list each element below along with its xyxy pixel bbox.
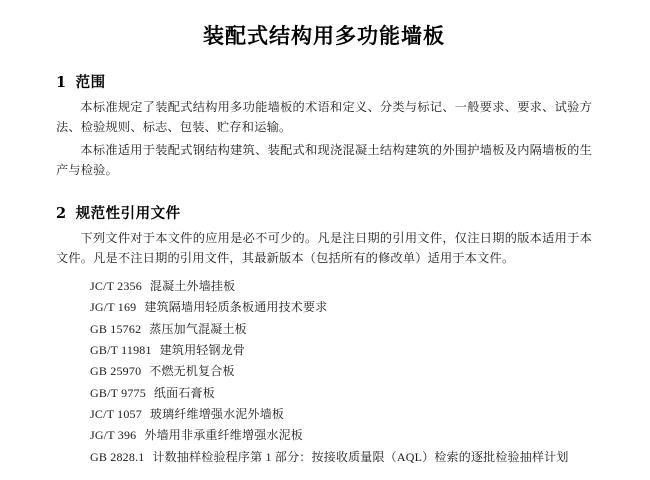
reference-name: 外墙用非承重纤维增强水泥板 [144, 428, 303, 443]
list-item [90, 319, 592, 340]
list-item [90, 297, 592, 318]
reference-name: 建筑隔墙用轻质条板通用技术要求 [144, 300, 328, 315]
list-item [90, 447, 592, 468]
paragraph-scope-2: 本标准适用于装配式钢结构建筑、装配式和现浇混凝土结构建筑的外围护墙板及内隔墙板的生产与检验。 [56, 142, 592, 177]
reference-code: GB 15762 [90, 321, 142, 336]
section-title: 范围 [75, 74, 106, 92]
reference-name: 玻璃纤维增强水泥外墙板 [149, 407, 285, 422]
section-heading-scope [56, 71, 592, 92]
list-item [90, 276, 592, 297]
reference-name: 建筑用轻钢龙骨 [159, 342, 246, 357]
list-item [90, 340, 592, 361]
reference-name: 纸面石膏板 [153, 385, 215, 400]
document-page [0, 22, 650, 480]
reference-name: 不燃无机复合板 [149, 364, 235, 379]
reference-name: 蒸压加气混凝土板 [149, 321, 247, 336]
reference-code: JC/T 2356 [90, 278, 142, 293]
reference-name: 混凝土外墙挂板 [149, 278, 236, 293]
reference-code: GB 2828.1 [90, 449, 145, 464]
section-heading-normative-references [56, 202, 592, 223]
section-number: 2 [56, 205, 67, 223]
section-number: 1 [56, 74, 67, 92]
list-item [90, 404, 592, 425]
reference-code: GB/T 9775 [90, 385, 146, 400]
reference-code: GB 25970 [90, 364, 142, 379]
reference-code: JG/T 396 [90, 428, 137, 443]
reference-list [56, 276, 592, 468]
reference-code: JG/T 169 [90, 300, 137, 315]
reference-name: 计数抽样检验程序第 1 部分：按接收质量限（AQL）检索的逐批检验抽样计划 [152, 449, 569, 464]
list-item [90, 383, 592, 404]
reference-code: JC/T 1057 [90, 407, 142, 422]
page-title: 装配式结构用多功能墙板 [203, 23, 445, 48]
paragraph-references-intro: 下列文件对于本文件的应用是必不可少的。凡是注日期的引用文件，仅注日期的版本适用于本文件。凡是不注日期的引用文件，其最新版本（包括所有的修改单）适用于本文件。 [56, 231, 592, 266]
paragraph-scope-1: 本标准规定了装配式结构用多功能墙板的术语和定义、分类与标记、一般要求、要求、试验方法、检验规则、标志、包装、贮存和运输。 [56, 100, 592, 135]
list-item [90, 361, 592, 382]
section-title: 规范性引用文件 [75, 205, 181, 223]
reference-code: GB/T 11981 [90, 342, 152, 357]
list-item [90, 425, 592, 446]
